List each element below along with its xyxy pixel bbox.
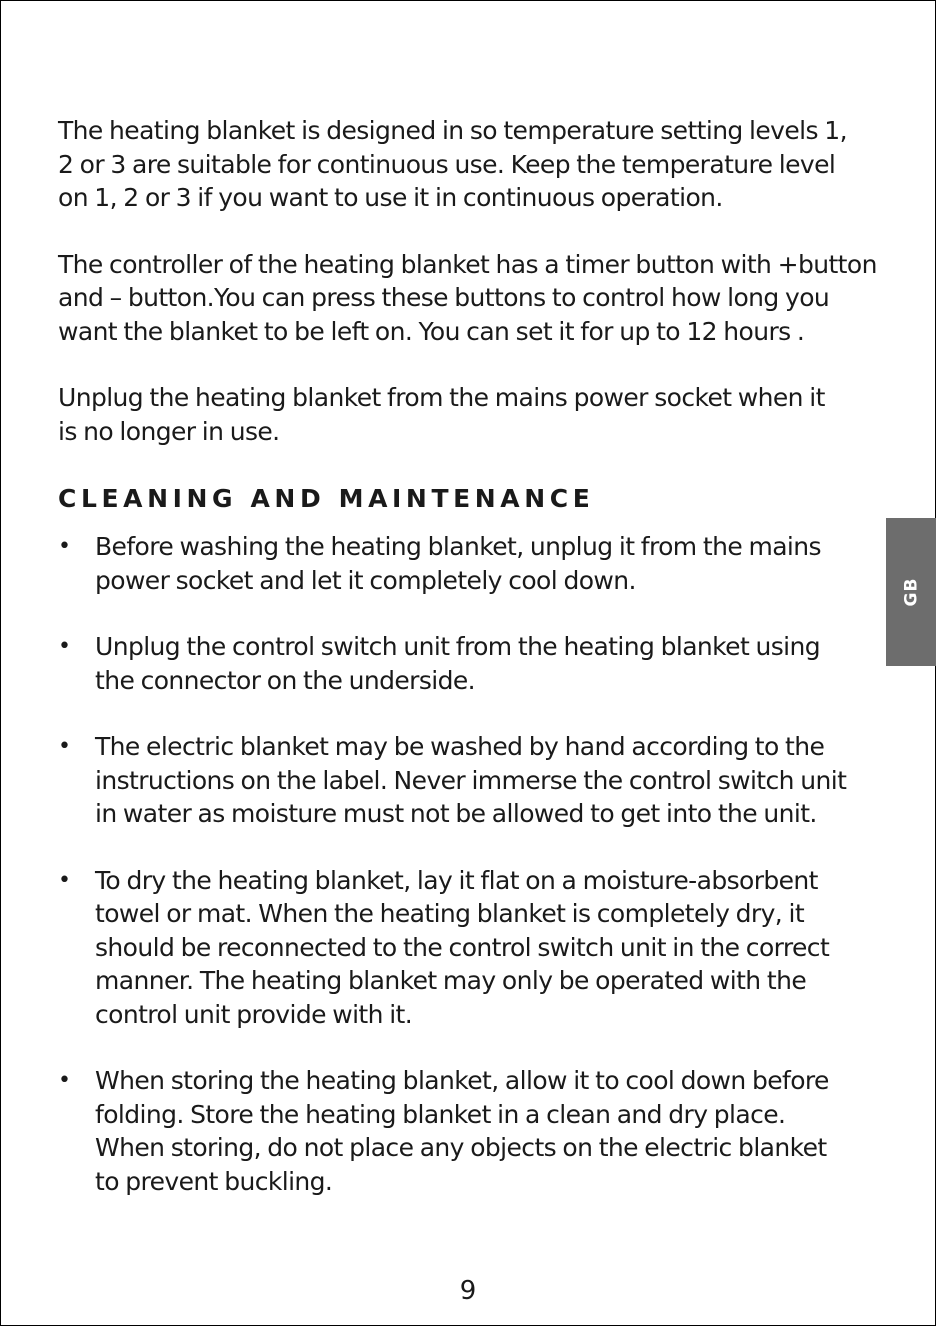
text-line: in water as moisture must not be allowed to get into the unit.	[95, 799, 817, 828]
text-line: When storing, do not place any objects on the electric blanket	[95, 1133, 827, 1162]
language-tab	[886, 518, 936, 666]
text-line: to prevent buckling.	[95, 1166, 333, 1196]
paragraph-unplug	[58, 381, 888, 448]
page-number: 9	[459, 1276, 477, 1306]
text-line: Unplug the control switch unit from the heating blanket using	[95, 632, 821, 661]
text-line: folding. Store the heating blanket in a clean and dry place.	[95, 1099, 786, 1129]
text-line: is no longer in use.	[58, 416, 280, 446]
list-item	[58, 730, 888, 831]
cleaning-instructions-list	[58, 530, 888, 1198]
paragraph-timer	[58, 248, 888, 349]
text-line: the connector on the underside.	[95, 665, 476, 695]
text-line: Unplug the heating blanket from the mains power socket when it	[58, 383, 825, 412]
text-line: When storing the heating blanket, allow it to cool down before	[95, 1066, 829, 1095]
text-line: instructions on the label. Never immerse the control switch unit	[95, 765, 847, 795]
section-heading-cleaning: CLEANING AND MAINTENANCE	[58, 484, 595, 513]
bullet-icon: •	[58, 1068, 71, 1093]
text-line: The electric blanket may be washed by hand according to the	[95, 732, 825, 761]
list-item	[58, 1064, 888, 1198]
text-line: To dry the heating blanket, lay it flat on a moisture-absorbent	[95, 865, 818, 895]
paragraph-temperature-levels	[58, 114, 888, 215]
list-item	[58, 864, 888, 1032]
list-item	[58, 630, 888, 697]
language-tab-label: GB	[900, 577, 921, 607]
text-line: Before washing the heating blanket, unplug it from the mains	[95, 532, 821, 561]
list-item	[58, 530, 888, 597]
bullet-icon: •	[58, 867, 71, 893]
text-line: should be reconnected to the control switch unit in the correct	[95, 932, 830, 962]
text-line: power socket and let it completely cool down.	[95, 565, 636, 595]
text-line: control unit provide with it.	[95, 999, 413, 1029]
text-line: The heating blanket is designed in so temperature setting levels 1,	[58, 116, 847, 145]
text-line: and – button.You can press these buttons to control how long you	[58, 283, 830, 312]
text-line: want the blanket to be left on. You can set it for up to 12 hours .	[58, 316, 805, 346]
bullet-icon: •	[58, 534, 71, 559]
bullet-icon: •	[58, 734, 71, 759]
text-line: towel or mat. When the heating blanket is completely dry, it	[95, 899, 805, 928]
text-line: manner. The heating blanket may only be operated with the	[95, 966, 807, 995]
bullet-icon: •	[58, 634, 71, 659]
text-line: on 1, 2 or 3 if you want to use it in continuous operation.	[58, 183, 723, 212]
text-line: The controller of the heating blanket has a timer button with +button	[58, 249, 877, 279]
text-line: 2 or 3 are suitable for continuous use. Keep the temperature level	[58, 149, 836, 179]
document-body	[58, 114, 888, 1231]
